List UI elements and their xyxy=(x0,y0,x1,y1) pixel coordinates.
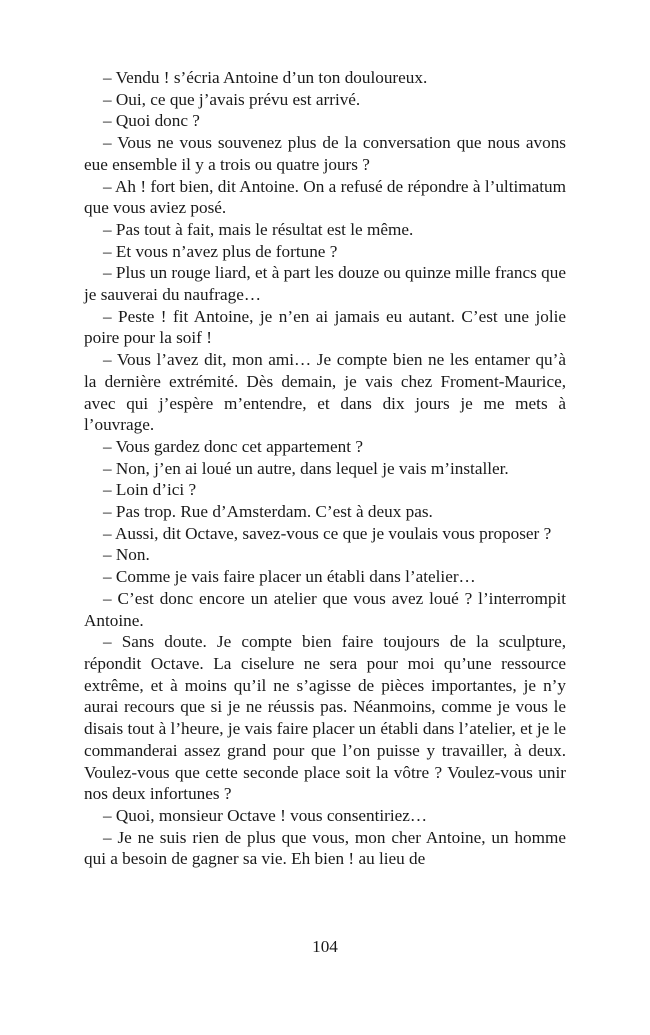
paragraph: – Et vous n’avez plus de fortune ? xyxy=(103,241,338,261)
paragraph: – Pas tout à fait, mais le résultat est le même. xyxy=(103,219,414,239)
paragraph: – Je ne suis rien de plus que vous, mon cher Antoine, un homme qui a besoin de gagner sa vie. Eh bien ! au lieu de xyxy=(84,827,566,869)
paragraph: – Vous l’avez dit, mon ami… Je compte bien ne les entamer qu’à la dernière extrémité. Dès demain, je vais chez Froment-Maurice, avec qui j’espère m’entendre, et dans dix jours je me mets à l’ouvrage. xyxy=(84,350,566,435)
paragraph: – Oui, ce que j’avais prévu est arrivé. xyxy=(103,89,361,109)
paragraph: – C’est donc encore un atelier que vous avez loué ? l’interrompit Antoine. xyxy=(84,588,566,630)
paragraph: – Aussi, dit Octave, savez-vous ce que je voulais vous proposer ? xyxy=(103,523,552,543)
paragraph: – Quoi donc ? xyxy=(103,111,200,131)
paragraph: – Quoi, monsieur Octave ! vous consentiriez… xyxy=(103,805,428,825)
page-number: 104 xyxy=(312,937,338,956)
paragraph: – Plus un rouge liard, et à part les douze ou quinze mille francs que je sauverai du naufrage… xyxy=(84,263,566,305)
paragraph: – Loin d’ici ? xyxy=(103,480,197,500)
page-body-text xyxy=(84,67,566,870)
paragraph: – Vendu ! s’écria Antoine d’un ton douloureux. xyxy=(103,68,428,87)
paragraph: – Peste ! fit Antoine, je n’en ai jamais eu autant. C’est une jolie poire pour la soif ! xyxy=(84,306,566,348)
paragraph: – Ah ! fort bien, dit Antoine. On a refusé de répondre à l’ultimatum que vous aviez posé. xyxy=(84,176,566,218)
paragraph: – Non. xyxy=(103,545,150,565)
paragraph: – Pas trop. Rue d’Amsterdam. C’est à deux pas. xyxy=(103,502,433,522)
paragraph: – Non, j’en ai loué un autre, dans lequel je vais m’installer. xyxy=(103,458,509,478)
paragraph: – Vous gardez donc cet appartement ? xyxy=(103,436,363,456)
paragraph: – Vous ne vous souvenez plus de la conversation que nous avons eue ensemble il y a trois ou quatre jours ? xyxy=(84,133,566,174)
paragraph: – Comme je vais faire placer un établi dans l’atelier… xyxy=(103,567,476,587)
paragraph: – Sans doute. Je compte bien faire toujours de la sculpture, répondit Octave. La ciselure ne sera pour moi qu’une ressource extrême, et à moins qu’il ne s’agisse de pièces importantes, je n’y aurai recours que si je ne réussis pas. Néanmoins, comme je vous le disais tout à l’heure, je vais faire placer un établi dans l’atelier, et je le commanderai assez grand pour que l’on puisse y travailler, à deux. Voulez-vous que cette seconde place soit la vôtre ? Voulez-vous unir nos deux infortunes ? xyxy=(84,632,566,804)
